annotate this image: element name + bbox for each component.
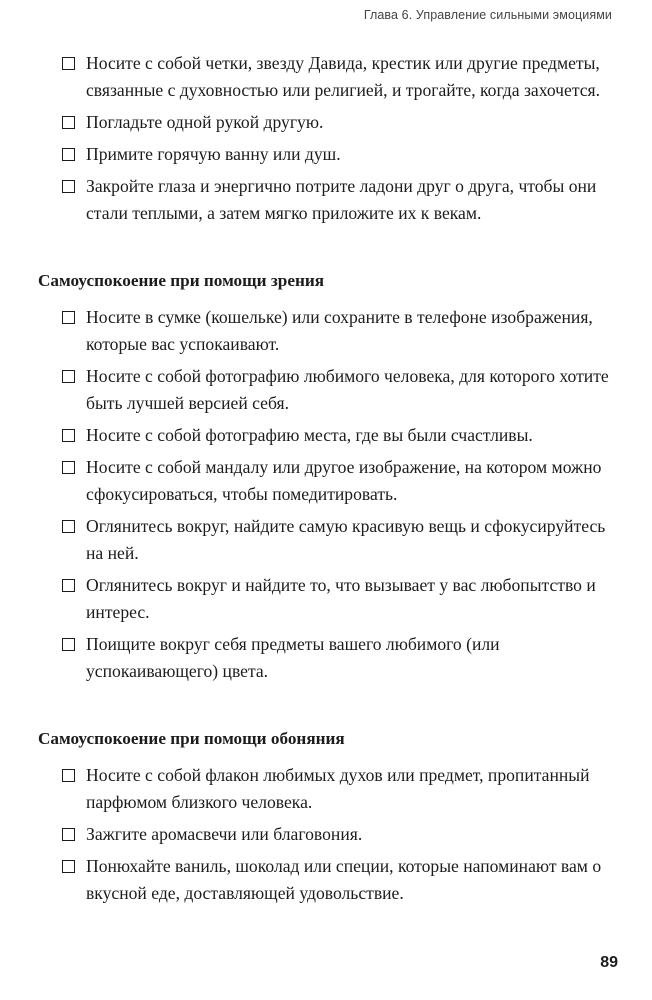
- checkbox-icon: [62, 180, 75, 193]
- page-number: 89: [600, 954, 618, 971]
- checklist-item: [38, 454, 620, 508]
- checkbox-icon: [62, 638, 75, 651]
- checkbox-icon: [62, 148, 75, 161]
- checklist-item: [38, 853, 620, 907]
- page-content: [38, 50, 620, 912]
- checkbox-icon: [62, 579, 75, 592]
- item-text: Понюхайте ваниль, шоколад или специи, которые напоминают вам о вкусной еде, доставляющей удовольствие.: [86, 856, 602, 903]
- running-header: Глава 6. Управление сильными эмоциями: [363, 8, 612, 22]
- checklist-item: [38, 762, 620, 816]
- vision-list: [38, 304, 620, 685]
- checkbox-icon: [62, 311, 75, 324]
- item-text: Оглянитесь вокруг, найдите самую красивую вещь и сфокусируйтесь на ней.: [86, 516, 606, 563]
- checklist-item: [38, 513, 620, 567]
- checkbox-icon: [62, 116, 75, 129]
- checkbox-icon: [62, 828, 75, 841]
- checklist-item: [38, 631, 620, 685]
- checkbox-icon: [62, 769, 75, 782]
- item-text: Носите с собой фотографию любимого человека, для которого хотите быть лучшей версией себя.: [86, 366, 609, 413]
- checkbox-icon: [62, 429, 75, 442]
- checkbox-icon: [62, 520, 75, 533]
- checklist-item: [38, 304, 620, 358]
- item-text: Закройте глаза и энергично потрите ладони друг о друга, чтобы они стали теплыми, а затем мягко приложите их к векам.: [86, 176, 597, 223]
- item-text: Поищите вокруг себя предметы вашего любимого (или успокаивающего) цвета.: [86, 634, 500, 681]
- checkbox-icon: [62, 370, 75, 383]
- section-heading-vision: Самоуспокоение при помощи зрения: [38, 271, 325, 290]
- item-text: Оглянитесь вокруг и найдите то, что вызывает у вас любопытство и интерес.: [86, 575, 596, 622]
- checkbox-icon: [62, 461, 75, 474]
- checklist-item: [38, 50, 620, 104]
- item-text: Носите с собой фотографию места, где вы были счастливы.: [86, 425, 533, 445]
- checklist-item: [38, 141, 620, 168]
- item-text: Носите с собой четки, звезду Давида, крестик или другие предметы, связанные с духовностью или религией, и трогайте, когда захочется.: [86, 53, 601, 100]
- checklist-item: [38, 363, 620, 417]
- checklist-item: [38, 173, 620, 227]
- section-heading-smell: Самоуспокоение при помощи обоняния: [38, 729, 345, 748]
- item-text: Носите с собой мандалу или другое изображение, на котором можно сфокусироваться, чтобы помедитировать.: [86, 457, 602, 504]
- item-text: Носите с собой флакон любимых духов или предмет, пропитанный парфюмом близкого человека.: [86, 765, 590, 812]
- item-text: Зажгите аромасвечи или благовония.: [86, 824, 363, 844]
- item-text: Носите в сумке (кошельке) или сохраните в телефоне изображения, которые вас успокаивают.: [86, 307, 593, 354]
- smell-list: [38, 762, 620, 907]
- intro-list: [38, 50, 620, 227]
- checklist-item: [38, 109, 620, 136]
- checkbox-icon: [62, 860, 75, 873]
- item-text: Погладьте одной рукой другую.: [86, 112, 324, 132]
- checkbox-icon: [62, 57, 75, 70]
- checklist-item: [38, 422, 620, 449]
- checklist-item: [38, 572, 620, 626]
- item-text: Примите горячую ванну или душ.: [86, 144, 341, 164]
- checklist-item: [38, 821, 620, 848]
